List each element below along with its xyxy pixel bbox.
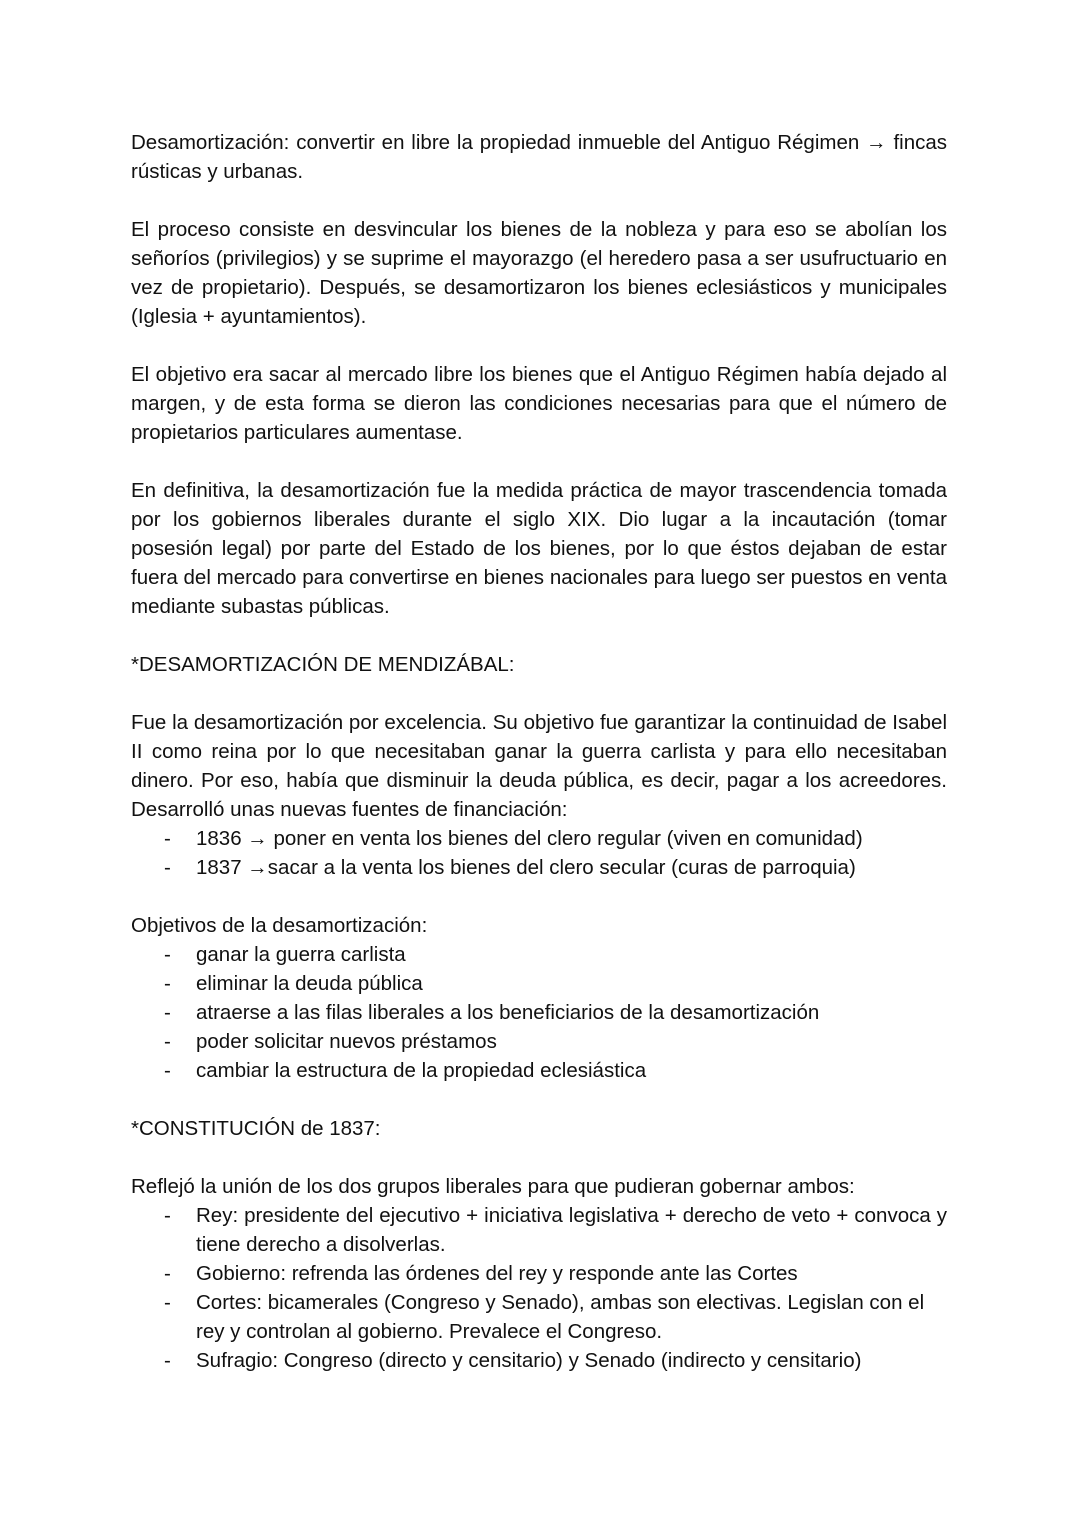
list-item: - eliminar la deuda pública: [131, 969, 947, 998]
paragraph-conclusion: En definitiva, la desamortización fue la medida práctica de mayor trascendencia tomada por los gobiernos liberales durante el siglo XIX. Dio lugar a la incautación (tomar posesión legal) por parte del Estado de los bienes, por lo que éstos dejaban de estar fuera del mercado para convertirse en bienes nacionales para luego ser puestos en venta mediante subastas públicas.: [131, 479, 947, 618]
constitucion-list: [131, 1201, 947, 1375]
spacer: [131, 882, 947, 911]
mendizabal-list: [131, 824, 947, 882]
spacer: [131, 1143, 947, 1172]
list-item: - Gobierno: refrenda las órdenes del rey y responde ante las Cortes: [131, 1259, 947, 1288]
list-item: - atraerse a las filas liberales a los beneficiarios de la desamortización: [131, 998, 947, 1027]
paragraph-mendizabal-intro: Fue la desamortización por excelencia. Su objetivo fue garantizar la continuidad de Isabel II como reina por lo que necesitaban ganar la guerra carlista y para ello necesitaban dinero. Por eso, había que disminuir la deuda pública, es decir, pagar a los acreedores. Desarrolló unas nuevas fuentes de financiación:: [131, 711, 947, 821]
heading-mendizabal: *DESAMORTIZACIÓN DE MENDIZÁBAL:: [131, 653, 515, 676]
list-item: - ganar la guerra carlista: [131, 940, 947, 969]
spacer: [131, 186, 947, 215]
spacer: [131, 331, 947, 360]
objetivos-list: [131, 940, 947, 1085]
paragraph-process: El proceso consiste en desvincular los bienes de la nobleza y para eso se abolían los señoríos (privilegios) y se suprime el mayorazgo (el heredero pasa a ser usufructuario en vez de propietario). Después, se desamortizaron los bienes eclesiásticos y municipales (Iglesia + ayuntamientos).: [131, 218, 947, 328]
spacer: [131, 679, 947, 708]
spacer: [131, 447, 947, 476]
spacer: [131, 1085, 947, 1114]
heading-constitucion: *CONSTITUCIÓN de 1837:: [131, 1117, 381, 1140]
heading-objetivos: Objetivos de la desamortización:: [131, 914, 428, 937]
list-item: - poder solicitar nuevos préstamos: [131, 1027, 947, 1056]
paragraph-constitucion-intro: Reflejó la unión de los dos grupos liberales para que pudieran gobernar ambos:: [131, 1175, 855, 1198]
spacer: [131, 621, 947, 650]
list-item: - Cortes: bicamerales (Congreso y Senado), ambas son electivas. Legislan con el rey y controlan al gobierno. Prevalece el Congreso.: [131, 1288, 947, 1346]
paragraph-objective: El objetivo era sacar al mercado libre los bienes que el Antiguo Régimen había dejado al margen, y de esta forma se dieron las condiciones necesarias para que el número de propietarios particulares aumentase.: [131, 363, 947, 444]
list-item: - Rey: presidente del ejecutivo + iniciativa legislativa + derecho de veto + convoca y tiene derecho a disolverlas.: [131, 1201, 947, 1259]
list-item: - 1836 → poner en venta los bienes del clero regular (viven en comunidad): [131, 824, 947, 853]
document-page: [131, 128, 947, 1375]
paragraph-definition: Desamortización: convertir en libre la propiedad inmueble del Antiguo Régimen → fincas rústicas y urbanas.: [131, 131, 947, 183]
list-item: - cambiar la estructura de la propiedad eclesiástica: [131, 1056, 947, 1085]
list-item: - 1837 →sacar a la venta los bienes del clero secular (curas de parroquia): [131, 853, 947, 882]
list-item: - Sufragio: Congreso (directo y censitario) y Senado (indirecto y censitario): [131, 1346, 947, 1375]
